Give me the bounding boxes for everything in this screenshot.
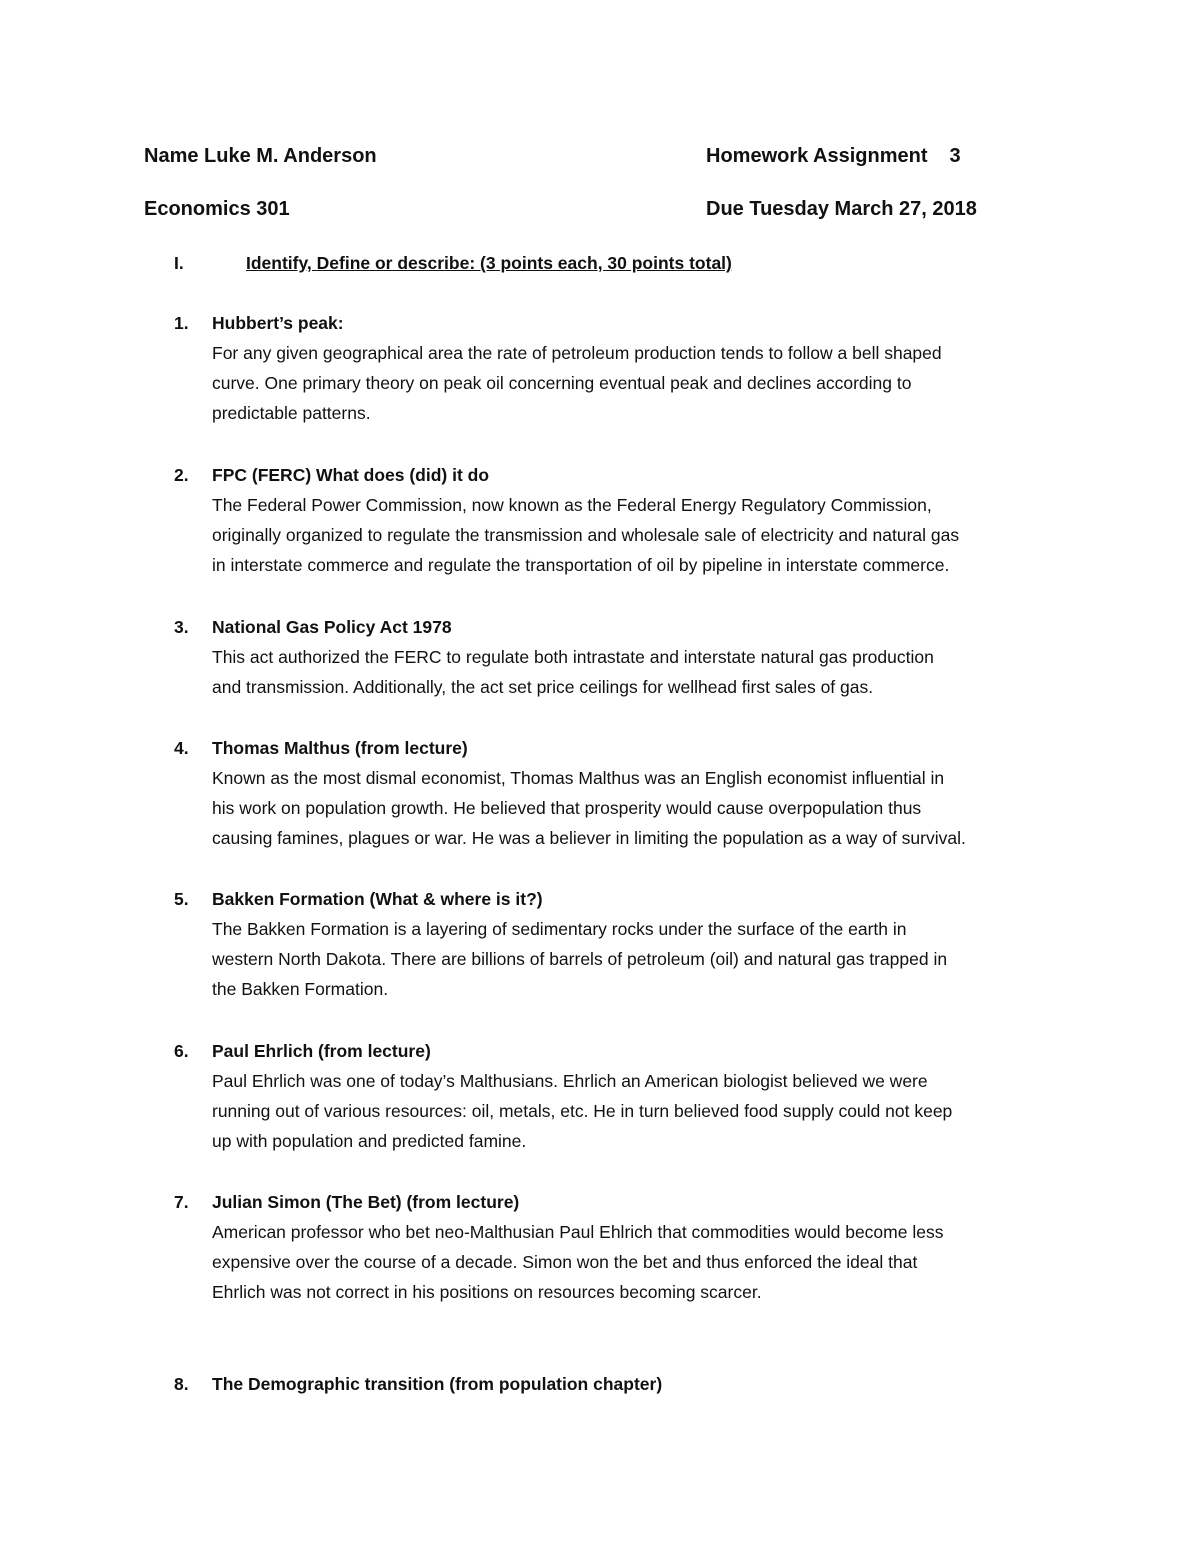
item-number: 7. — [174, 1192, 189, 1212]
list-item — [174, 308, 1074, 428]
item-heading: Bakken Formation (What & where is it?) — [212, 889, 543, 909]
item-number: 1. — [174, 313, 189, 333]
list-item — [174, 612, 1074, 702]
item-heading: Paul Ehrlich (from lecture) — [212, 1041, 431, 1061]
list-item — [174, 733, 1074, 853]
assignment-heading — [706, 144, 961, 168]
item-number: 3. — [174, 617, 189, 637]
item-number: 8. — [174, 1374, 189, 1394]
item-body: American professor who bet neo-Malthusian Paul Ehlrich that commodities would become less expensive over the course of a decade. Simon won the bet and thus enforced the ideal that Ehrlich was not correct in his positions on resources becoming scarcer. — [212, 1222, 944, 1302]
list-item — [174, 460, 1074, 580]
item-number: 6. — [174, 1041, 189, 1061]
item-body: The Federal Power Commission, now known as the Federal Energy Regulatory Commission, originally organized to regulate the transmission and wholesale sale of electricity and natural gas in interstate commerce and regulate the transportation of oil by pipeline in interstate commerce. — [212, 495, 960, 575]
item-body: The Bakken Formation is a layering of sedimentary rocks under the surface of the earth in western North Dakota. There are billions of barrels of petroleum (oil) and natural gas trapped in the Bakken Formation. — [212, 919, 948, 999]
item-body: Paul Ehrlich was one of today’s Malthusians. Ehrlich an American biologist believed we were running out of various resources: oil, metals, etc. He in turn believed food supply could not keep up with population and predicted famine. — [212, 1071, 953, 1151]
item-heading: The Demographic transition (from population chapter) — [212, 1374, 663, 1394]
assignment-number: 3 — [949, 145, 961, 167]
item-heading: National Gas Policy Act 1978 — [212, 617, 452, 637]
item-number: 2. — [174, 465, 189, 485]
item-heading: FPC (FERC) What does (did) it do — [212, 465, 490, 485]
due-date: Due Tuesday March 27, 2018 — [706, 198, 977, 220]
section-numeral: I. — [174, 253, 184, 273]
item-heading: Thomas Malthus (from lecture) — [212, 738, 468, 758]
item-number: 5. — [174, 889, 189, 909]
item-number: 4. — [174, 738, 189, 758]
course-name: Economics 301 — [144, 198, 290, 220]
list-item — [174, 1369, 1074, 1399]
item-heading: Hubbert’s peak: — [212, 313, 344, 333]
item-body: Known as the most dismal economist, Thomas Malthus was an English economist influential in his work on population growth. He believed that prosperity would cause overpopulation thus causing famines, plagues or war. He was a believer in limiting the population as a way of survival. — [212, 768, 966, 848]
student-name: Name Luke M. Anderson — [144, 145, 377, 167]
section-title: Identify, Define or describe: (3 points each, 30 points total) — [246, 253, 732, 273]
list-item — [174, 884, 1074, 1004]
list-item — [174, 1036, 1074, 1156]
item-body: This act authorized the FERC to regulate both intrastate and interstate natural gas production and transmission. Additionally, the act set price ceilings for wellhead first sales of gas. — [212, 647, 934, 697]
list-item — [174, 1187, 1074, 1307]
item-body: For any given geographical area the rate of petroleum production tends to follow a bell shaped curve. One primary theory on peak oil concerning eventual peak and declines according to predictable patterns. — [212, 343, 942, 423]
assignment-label: Homework Assignment — [706, 145, 928, 167]
item-heading: Julian Simon (The Bet) (from lecture) — [212, 1192, 520, 1212]
